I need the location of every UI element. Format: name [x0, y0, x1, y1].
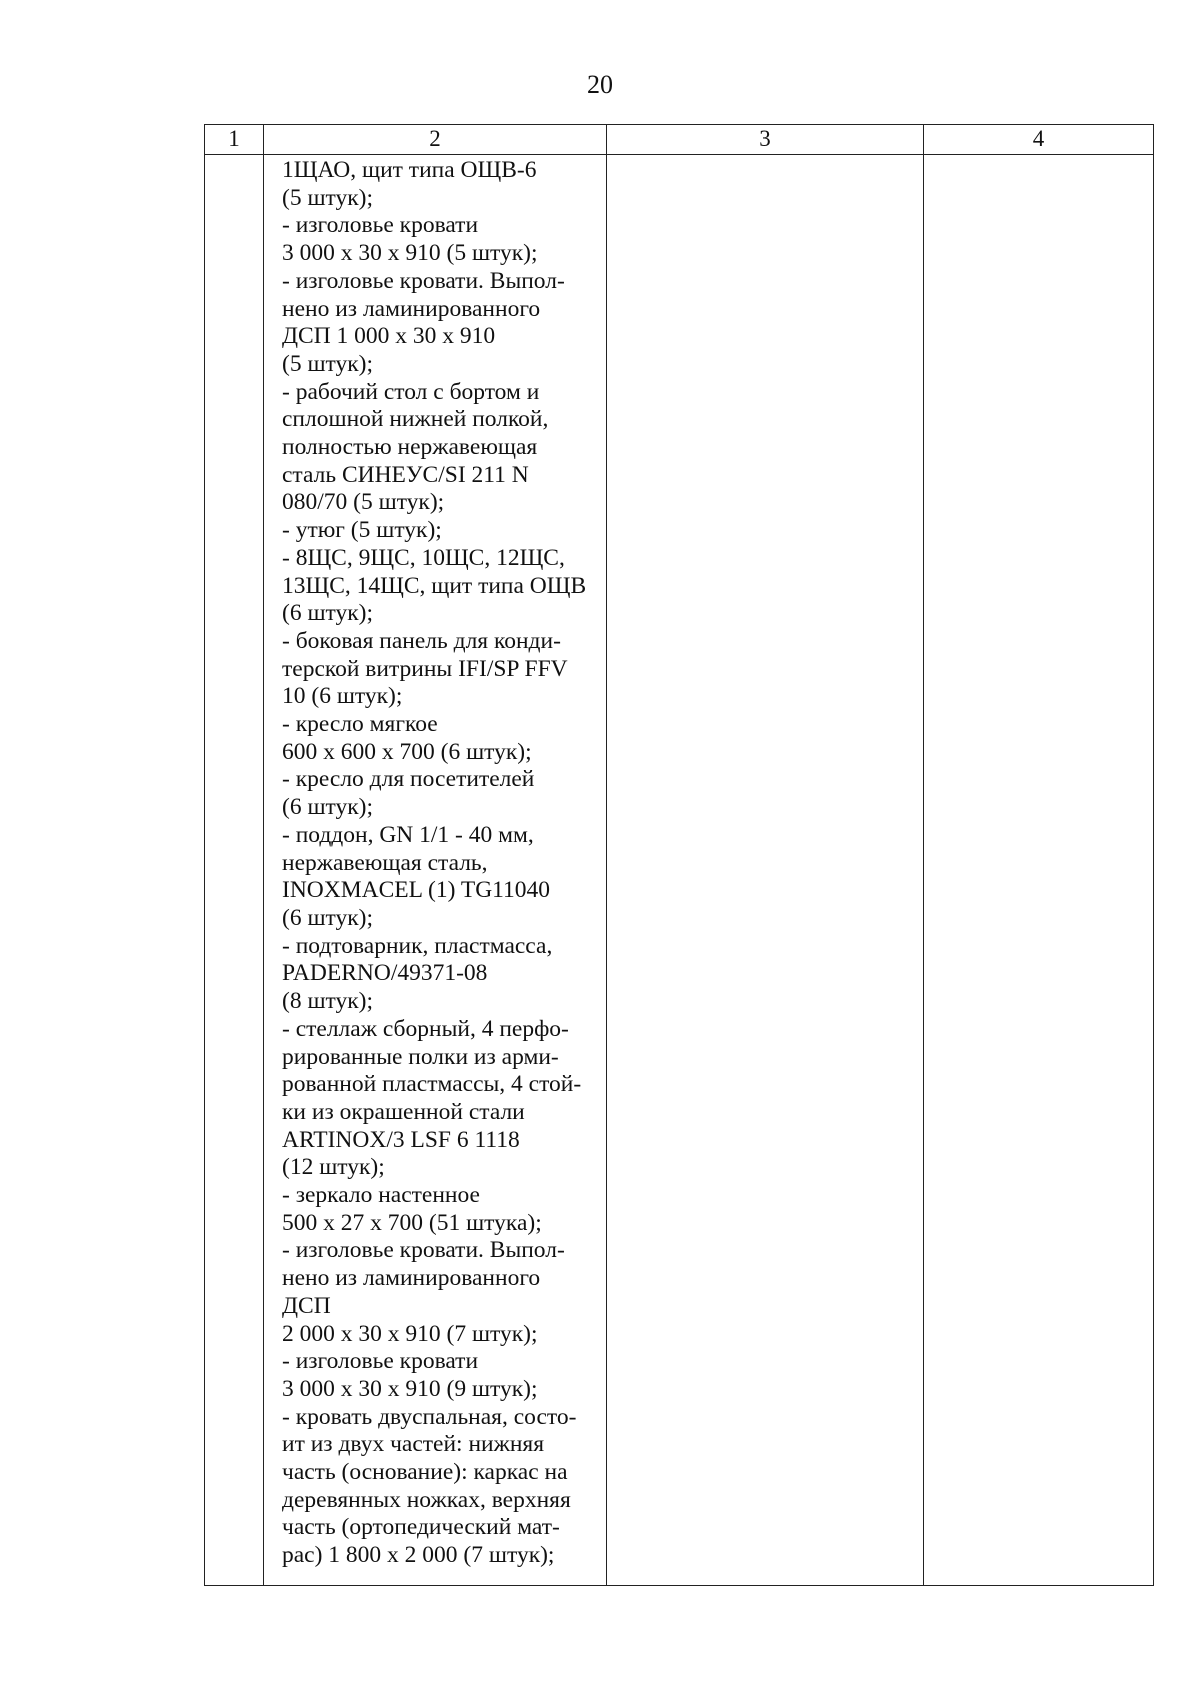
list-item-line: - утюг (5 штук);: [282, 517, 442, 544]
list-item-line: 2 000 х 30 х 910 (7 штук);: [282, 1320, 538, 1347]
list-item-line: 600 х 600 х 700 (6 штук);: [282, 738, 532, 765]
header-col-1: 1: [205, 125, 264, 155]
header-col-3: 3: [607, 125, 924, 155]
list-item-line: ДСП 1 000 х 30 х 910: [282, 323, 496, 350]
list-item-line: ит из двух частей: нижняя: [282, 1431, 545, 1458]
list-item-line: 500 х 27 х 700 (51 штука);: [282, 1209, 542, 1236]
list-item-line: 080/70 (5 штук);: [282, 489, 445, 516]
list-item-line: PADERNO/49371-08: [282, 960, 488, 987]
list-item-line: - изголовье кровати. Выпол-: [282, 267, 565, 294]
list-item-line: нено из ламинированного: [282, 295, 541, 322]
list-item-line: - изголовье кровати: [282, 212, 479, 239]
list-item-line: нено из ламинированного: [282, 1265, 541, 1292]
table-header-row: [205, 125, 1154, 155]
body-cell-col-2: [264, 155, 607, 1586]
list-item-line: 13ЩС, 14ЩС, щит типа ОЩВ: [282, 572, 587, 599]
list-item-line: - изголовье кровати. Выпол-: [282, 1237, 565, 1264]
list-item-line: - зеркало настенное: [282, 1182, 480, 1209]
list-item-line: - боковая панель для конди-: [282, 627, 561, 654]
list-item-line: часть (основание): каркас на: [282, 1459, 568, 1486]
list-item-line: 3 000 х 30 х 910 (5 штук);: [282, 240, 538, 267]
list-item-line: часть (ортопедический мат-: [282, 1514, 560, 1541]
list-item-line: (8 штук);: [282, 988, 374, 1015]
list-item-line: - поддон, GN 1/1 - 40 мм,: [282, 821, 534, 848]
list-item-line: - кресло для посетителей: [282, 766, 535, 793]
body-cell-col-3: [607, 155, 924, 1586]
list-item-line: - рабочий стол с бортом и: [282, 378, 540, 405]
list-item-line: сплошной нижней полкой,: [282, 406, 549, 433]
list-item-line: ДСП: [282, 1292, 331, 1319]
page-number: 20: [587, 70, 613, 99]
list-item-line: нержавеющая сталь,: [282, 849, 488, 876]
document-table: [204, 124, 1154, 1586]
equipment-list: [264, 155, 606, 1570]
list-item-line: рированные полки из арми-: [282, 1043, 559, 1070]
list-item-line: - стеллаж сборный, 4 перфо-: [282, 1015, 569, 1042]
list-item-line: деревянных ножках, верхняя: [282, 1486, 571, 1513]
header-col-4: 4: [924, 125, 1154, 155]
list-item-line: - изголовье кровати: [282, 1348, 479, 1375]
list-item-line: сталь СИНЕУС/SI 211 N: [282, 461, 529, 488]
list-item-line: INOXMACEL (1) TG11040: [282, 877, 551, 904]
list-item-line: рованной пластмассы, 4 стой-: [282, 1071, 582, 1098]
list-item-line: (5 штук);: [282, 350, 374, 377]
list-item-line: (6 штук);: [282, 600, 374, 627]
list-item-line: 3 000 х 30 х 910 (9 штук);: [282, 1375, 538, 1402]
list-item-line: 1ЩАО, щит типа ОЩВ-6: [282, 157, 537, 183]
list-item-line: полностью нержавеющая: [282, 434, 538, 461]
list-item-line: рас) 1 800 х 2 000 (7 штук);: [282, 1542, 555, 1569]
list-item-line: - кровать двуспальная, состо-: [282, 1403, 577, 1430]
table-body-row: [205, 155, 1154, 1586]
list-item-line: ARTINOX/3 LSF 6 1118: [282, 1126, 520, 1153]
list-item-line: ки из окрашенной стали: [282, 1098, 525, 1125]
list-item-line: (6 штук);: [282, 904, 374, 931]
list-item-line: - 8ЩС, 9ЩС, 10ЩС, 12ЩС,: [282, 544, 565, 571]
list-item-line: 10 (6 штук);: [282, 683, 403, 710]
list-item-line: (5 штук);: [282, 184, 374, 211]
body-cell-col-1: [205, 155, 264, 1586]
list-item-line: - кресло мягкое: [282, 711, 438, 738]
list-item-line: (12 штук);: [282, 1154, 385, 1181]
list-item-line: (6 штук);: [282, 794, 374, 821]
body-cell-col-4: [924, 155, 1154, 1586]
header-col-2: 2: [264, 125, 607, 155]
list-item-line: - подтоварник, пластмасса,: [282, 932, 553, 959]
list-item-line: терской витрины IFI/SP FFV: [282, 655, 568, 682]
